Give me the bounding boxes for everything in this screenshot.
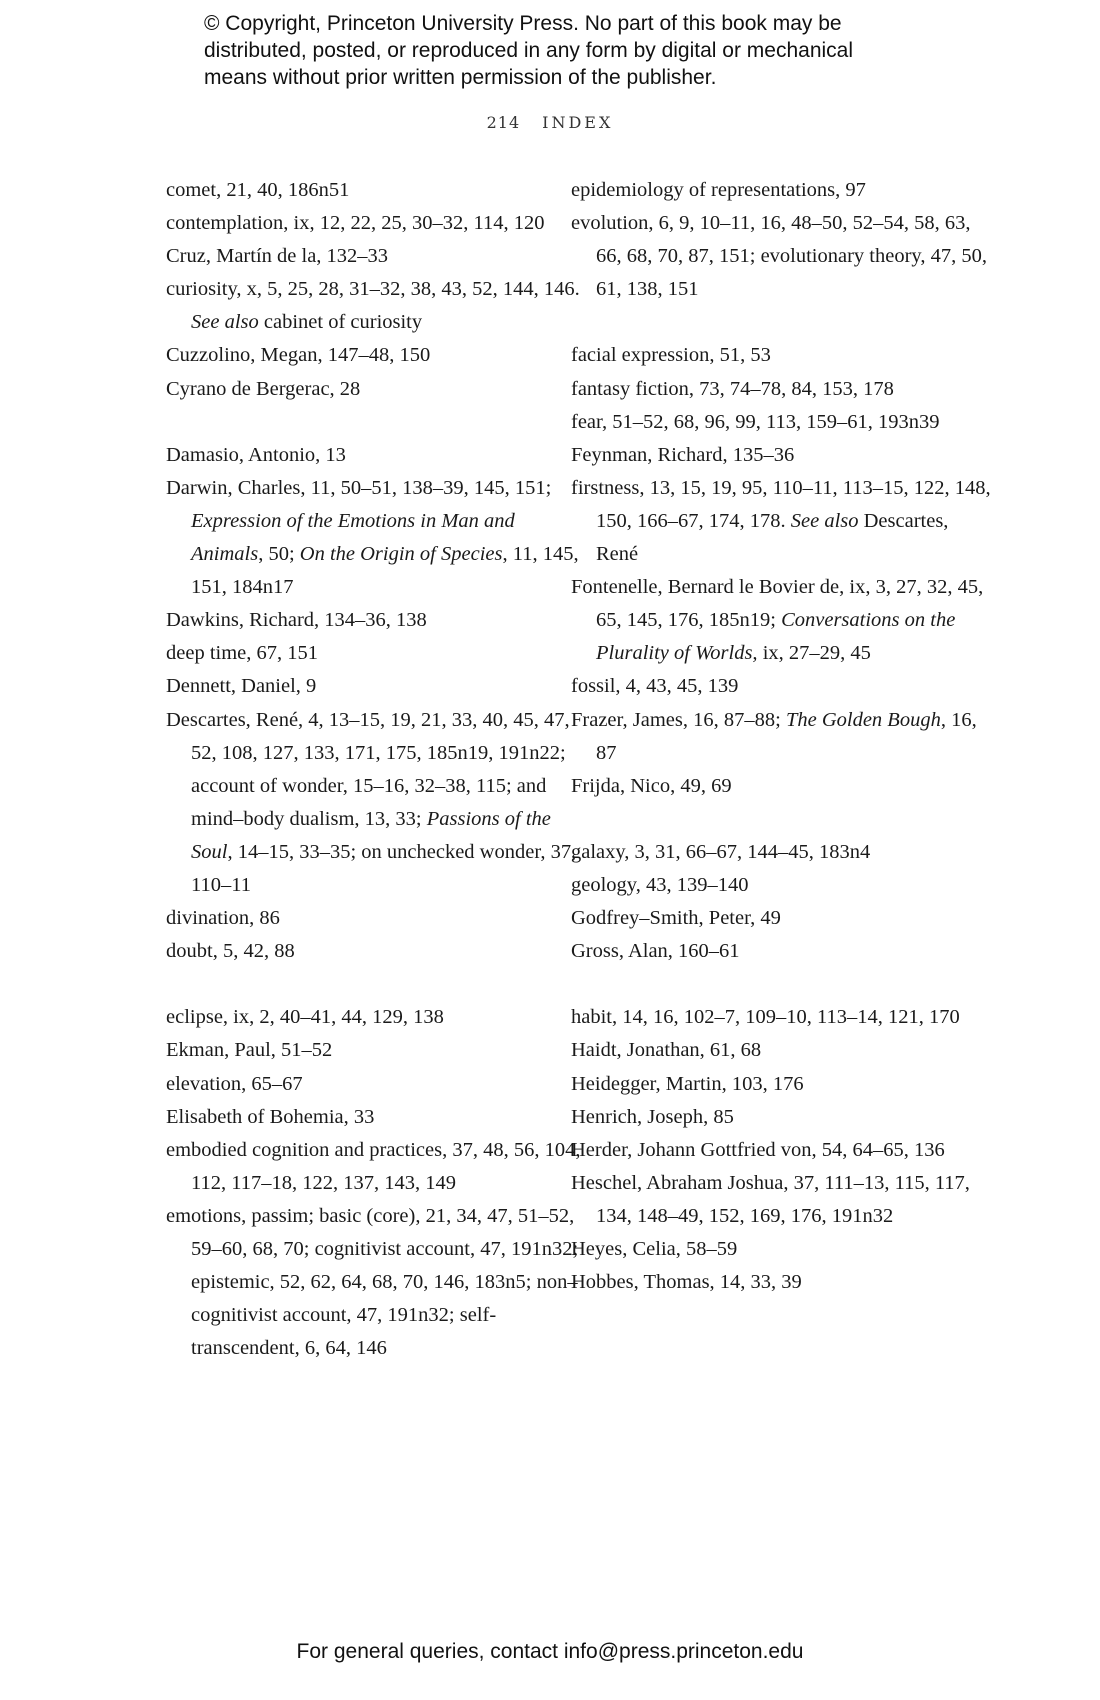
index-entry-title: Expression of the Emotions in Man and Animals [191, 509, 515, 566]
index-entry-text: firstness, 13, 15, 19, 95, 110–11, 113–15, 122, 148, 150, 166–67, 174, 178. [571, 476, 991, 532]
section-title: INDEX [542, 113, 614, 132]
index-entry: Heyes, Celia, 58–59 [571, 1238, 738, 1260]
index-entry-text: ix, 27–29, 45 [757, 642, 871, 665]
index-entry [571, 704, 991, 770]
index-entry-text: Frazer, James, 16, 87–88; [571, 708, 786, 731]
index-entry: emotions, passim; basic (core), 21, 34, 47, 51–52, 59–60, 68, 70; cognitivist account, 47, 191n32; epistemic, 52, 62, 64, 68, 70, 146, 183n5; non–cognitivist account, 47, 191n32; self-transcendent, 6, 64, 146 [166, 1204, 579, 1360]
index-entry [166, 704, 586, 903]
index-entry: Heschel, Abraham Joshua, 37, 111–13, 115, 117, 134, 148–49, 152, 169, 176, 191n32 [571, 1171, 970, 1227]
index-entry: fear, 51–52, 68, 96, 99, 113, 159–61, 193n39 [571, 410, 940, 433]
index-entry: Gross, Alan, 160–61 [571, 940, 740, 963]
index-entry-title: The Golden Bough [785, 708, 941, 731]
index-entry: Elisabeth of Bohemia, 33 [166, 1105, 375, 1128]
index-entry: comet, 21, 40, 186n51 [166, 179, 350, 201]
index-entry-text: , 16, 87 [596, 708, 977, 764]
index-entry: Herder, Johann Gottfried von, 54, 64–65, 136 [571, 1138, 945, 1161]
index-entry: fantasy fiction, 73, 74–78, 84, 153, 178 [571, 377, 894, 400]
index-entry: Hobbes, Thomas, 14, 33, 39 [571, 1271, 802, 1294]
index-entry: fossil, 4, 43, 45, 139 [571, 675, 739, 698]
index-entry: habit, 14, 16, 102–7, 109–10, 113–14, 121, 170 [571, 1006, 960, 1029]
index-entry: deep time, 67, 151 [166, 642, 319, 665]
index-entry-title: See also [191, 311, 259, 334]
index-column-right [571, 174, 991, 1299]
index-entry: Cuzzolino, Megan, 147–48, 150 [166, 344, 431, 367]
index-entry: Feynman, Richard, 135–36 [571, 443, 795, 466]
index-entry: Dawkins, Richard, 134–36, 138 [166, 609, 427, 632]
index-entry: Dennett, Daniel, 9 [166, 675, 317, 698]
index-entry: Godfrey–Smith, Peter, 49 [571, 907, 781, 930]
copyright-line: © Copyright, Princeton University Press. No part of this book may be [204, 12, 842, 35]
copyright-line: distributed, posted, or reproduced in any form by digital or mechanical [204, 39, 854, 62]
index-column-left [166, 174, 586, 1365]
index-entry-text: , 14–15, 33–35; on unchecked wonder, 37, 110–11 [191, 840, 577, 896]
section-gap [166, 968, 586, 1001]
section-gap [571, 306, 991, 339]
index-entry-text: cabinet of curiosity [258, 311, 423, 334]
index-entry: elevation, 65–67 [166, 1072, 303, 1095]
section-gap [571, 803, 991, 836]
index-entry-text: Descartes, René [596, 509, 949, 566]
index-entry: Ekman, Paul, 51–52 [166, 1039, 333, 1062]
index-entry: Cruz, Martín de la, 132–33 [166, 245, 389, 268]
index-entry: eclipse, ix, 2, 40–41, 44, 129, 138 [166, 1006, 444, 1029]
index-entry-text: Descartes, René, 4, 13–15, 19, 21, 33, 40, 45, 47, 52, 108, 127, 133, 171, 175, 185n19, 191n22; account of wonder, 15–16, 32–38, 115; and mind–body dualism, 13, 33; [166, 708, 570, 830]
index-entry: evolution, 6, 9, 10–11, 16, 48–50, 52–54, 58, 63, 66, 68, 70, 87, 151; evolutionary theory, 47, 50, 61, 138, 151 [571, 212, 987, 301]
index-entry-text: Fontenelle, Bernard le Bovier de, ix, 3, 27, 32, 45, 65, 145, 176, 185n19; [571, 576, 984, 632]
index-entry: Henrich, Joseph, 85 [571, 1105, 734, 1128]
index-entry-text: , 11, 145, 151, 184n17 [191, 543, 579, 599]
index-entry: Damasio, Antonio, 13 [166, 443, 346, 466]
index-entry: divination, 86 [166, 907, 280, 930]
index-entry-title: Conversations on the Plurality of Worlds, [596, 609, 956, 665]
running-head [0, 113, 1100, 132]
index-entry: doubt, 5, 42, 88 [166, 940, 295, 963]
index-entry: Heidegger, Martin, 103, 176 [571, 1072, 804, 1095]
index-entry-title: On the Origin of Species [299, 543, 503, 566]
index-entry: contemplation, ix, 12, 22, 25, 30–32, 114, 120 [166, 212, 545, 235]
index-entry-title: See also [790, 509, 859, 532]
copyright-line: means without prior written permission of the publisher. [204, 66, 717, 89]
page-number: 214 [486, 113, 521, 132]
index-entry: Cyrano de Bergerac, 28 [166, 377, 361, 400]
copyright-notice [204, 10, 964, 91]
index-entry [166, 472, 586, 604]
index-entry [571, 571, 991, 670]
index-entry [571, 472, 991, 571]
index-entry: facial expression, 51, 53 [571, 344, 771, 367]
index-entry: Haidt, Jonathan, 61, 68 [571, 1039, 762, 1062]
index-entry-text: curiosity, x, 5, 25, 28, 31–32, 38, 43, 52, 144, 146. [166, 278, 580, 301]
index-entry [166, 273, 586, 339]
footer-contact: For general queries, contact info@press.princeton.edu [296, 1640, 804, 1663]
index-entry: embodied cognition and practices, 37, 48, 56, 104, 112, 117–18, 122, 137, 143, 149 [166, 1138, 581, 1194]
index-entry: epidemiology of representations, 97 [571, 179, 866, 201]
index-entry: galaxy, 3, 31, 66–67, 144–45, 183n4 [571, 840, 871, 863]
section-gap [166, 406, 586, 439]
index-entry-text: Darwin, Charles, 11, 50–51, 138–39, 145, 151; [166, 476, 552, 499]
index-entry: geology, 43, 139–140 [571, 873, 749, 896]
index-entry: Frijda, Nico, 49, 69 [571, 774, 732, 797]
section-gap [571, 968, 991, 1001]
index-entry-title: Passions of the Soul [191, 807, 551, 863]
index-entry-text: , 50; [258, 543, 300, 566]
